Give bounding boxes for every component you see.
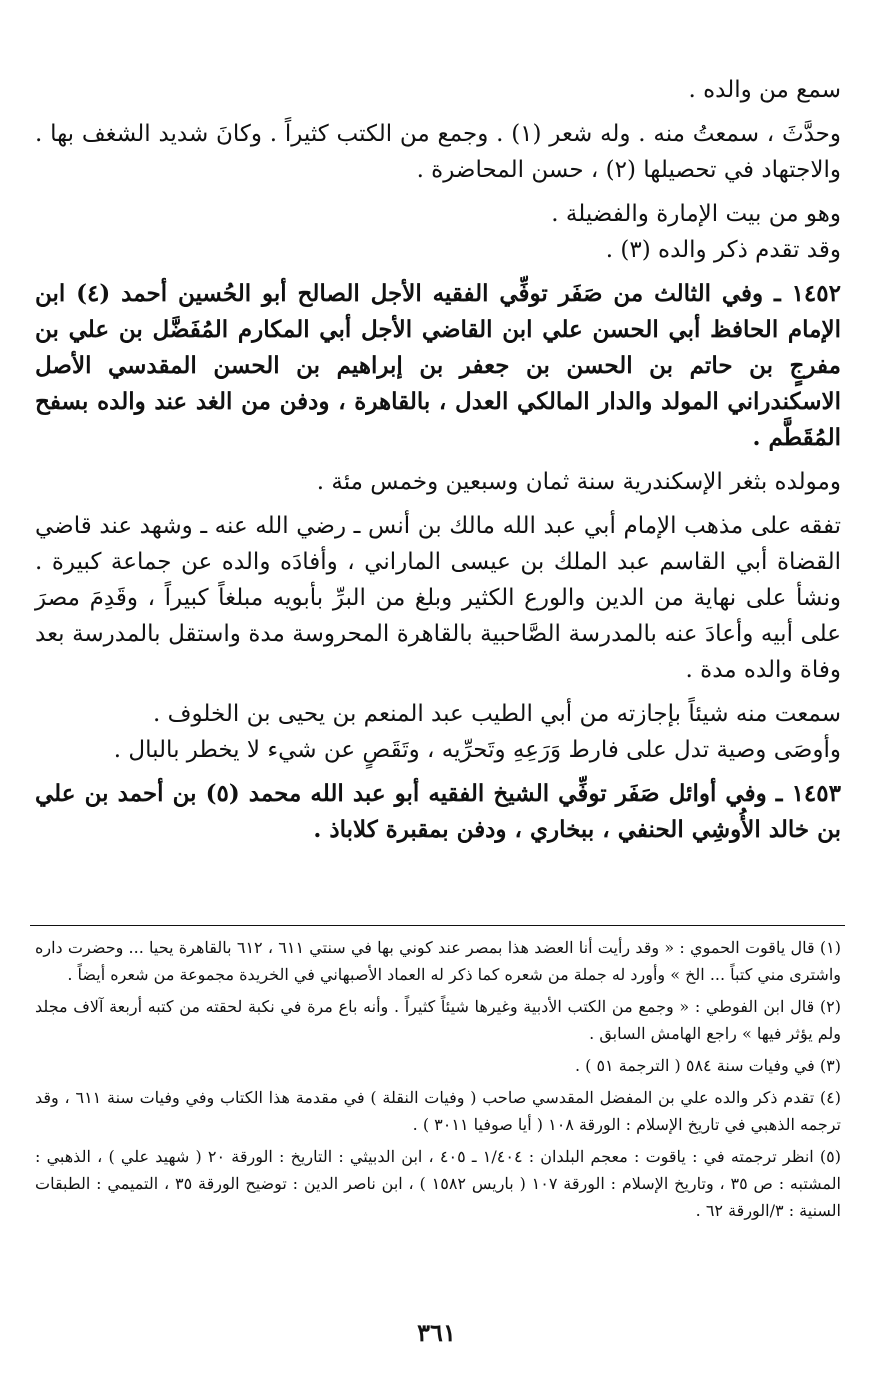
footnote: (٣) في وفيات سنة ٥٨٤ ( الترجمة ٥١ ) . — [574, 1056, 841, 1075]
paragraph: وحدَّثَ ، سمعتُ منه . وله شعر (١) . وجمع من الكتب كثيراً . وكانَ شديد الشغف بها . والاجتهاد في تحصيلها (٢) ، حسن المحاضرة . — [35, 121, 841, 183]
paragraph: وهو من بيت الإمارة والفضيلة . — [551, 201, 841, 227]
entry-1453: ١٤٥٣ ـ وفي أوائل صَفَر توفِّي الشيخ الفقيه أبو عبد الله محمد (٥) بن أحمد بن علي بن خالد الأُوشِي الحنفي ، ببخاري ، ودفن بمقبرة كلاباذ . — [35, 780, 841, 843]
footnote: (٥) انظر ترجمته في : ياقوت : معجم البلدان : ١/٤٠٤ ـ ٤٠٥ ، ابن الدبيثي : التاريخ : الورقة ٢٠ ( شهيد علي ) ، الذهبي : المشتبه : ص ٣٥ ، وتاريخ الإسلام : الورقة ١٠٧ ( باريس ١٥٨٢ ) ، ابن ناصر الدين : توضيح الورقة ٣٥ ، التميمي : الطبقات السنية : ٣/الورقة ٦٢ . — [35, 1147, 842, 1220]
paragraph: سمعت منه شيئاً بإجازته من أبي الطيب عبد المنعم بن يحيى بن الخلوف . — [153, 701, 841, 727]
footnote: (١) قال ياقوت الحموي : « وقد رأيت أنا العضد هذا بمصر عند كوني بها في سنتي ٦١١ ، ٦١٢ بالقاهرة يحيا ... وحضرت داره واشترى مني كتباً ... الخ » وأورد له جملة من شعره كما ذكر له العماد الأصبهاني في الخريدة مجموعة من شعره أيضاً . — [35, 938, 841, 984]
paragraph: وقد تقدم ذكر والده (٣) . — [605, 237, 841, 263]
page-number: ٣٦١ — [417, 1318, 456, 1347]
paragraph: ومولده بثغر الإسكندرية سنة ثمان وسبعين وخمس مئة . — [316, 469, 841, 495]
footnote-divider — [30, 925, 845, 926]
paragraph: وأوصَى وصية تدل على فارط وَرَعِهِ وتَحرِّيه ، وتَقَصٍ عن شيء لا يخطر بالبال . — [113, 737, 841, 763]
paragraph: تفقه على مذهب الإمام أبي عبد الله مالك بن أنس ـ رضي الله عنه ـ وشهد عند قاضي القضاة أبي القاسم عبد الملك بن عيسى الماراني ، وأفادَه والده عن جماعة كبيرة . ونشأ على نهاية من الدين والورع الكثير وبلغ من البرِّ بأبويه مبلغاً كبيراً ، وقَدِمَ مصرَ على أبيه وأعادَ عنه بالمدرسة الصَّاحبية بالقاهرة المحروسة مدة واستقل بالمدرسة بعد وفاة والده مدة . — [35, 513, 841, 683]
footnote: (٤) تقدم ذكر والده علي بن المفضل المقدسي صاحب ( وفيات النقلة ) في مقدمة هذا الكتاب وفي وفيات سنة ٦١١ ، وقد ترجمه الذهبي في تاريخ الإسلام : الورقة ١٠٨ ( أيا صوفيا ٣٠١١ ) . — [35, 1088, 841, 1134]
paragraph: سمع من والده . — [688, 77, 841, 103]
footnotes — [35, 934, 841, 1229]
footnote: (٢) قال ابن الفوطي : « وجمع من الكتب الأدبية وغيرها شيئاً كثيراً . وأنه باع مرة في نكبة لحقته من كتبه أربعة آلاف مجلد ولم يؤثر فيها » راجع الهامش السابق . — [35, 997, 841, 1043]
entry-1452: ١٤٥٢ ـ وفي الثالث من صَفَر توفِّي الفقيه الأجل الصالح أبو الحُسين أحمد (٤) ابن الإمام الحافظ أبي الحسن علي ابن القاضي الأجل أبي المكارم المُفَضَّل بن علي بن مفرجٍ بن حاتم بن الحسن بن جعفر بن إبراهيم بن الحسن المقدسي الأصل الاسكندراني المولد والدار المالكي العدل ، بالقاهرة ، ودفن من الغد عند والده بسفح المُقَطَّم . — [35, 280, 841, 451]
main-text — [35, 72, 841, 856]
